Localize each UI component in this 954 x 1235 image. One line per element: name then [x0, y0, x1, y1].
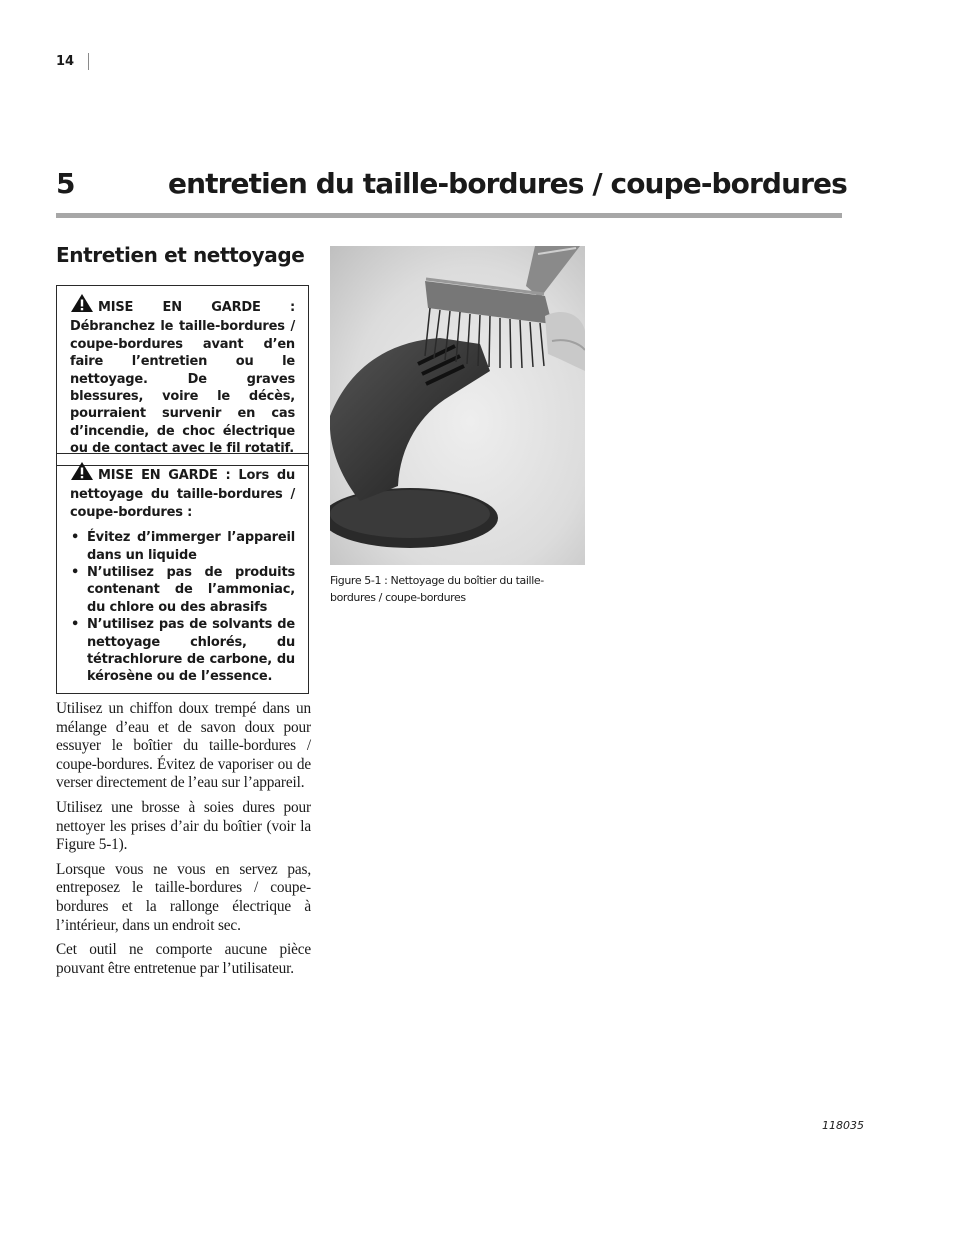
- warning-box-cleaning: [56, 453, 309, 694]
- page-number: 14: [56, 54, 75, 69]
- warning-box-disconnect: [56, 285, 309, 466]
- chapter-title: entretien du taille-bordures / coupe-bordures: [168, 167, 847, 200]
- warning-list-item: • Évitez d’immerger l’appareil dans un liquide: [70, 529, 295, 564]
- body-paragraph: Lorsque vous ne vous en servez pas, entreposez le taille-bordures / coupe-bordures et la rallonge électrique à l’intérieur, dans un endroit sec.: [56, 860, 311, 934]
- warning-list-item: • N’utilisez pas de produits contenant de l’ammoniac, du chlore ou des abrasifs: [70, 564, 295, 616]
- warning-list-item: • N’utilisez pas de solvants de nettoyage chlorés, du tétrachlorure de carbone, du kérosène ou de l’essence.: [70, 616, 295, 686]
- chapter-rule: [56, 213, 842, 218]
- figure-caption: Figure 5-1 : Nettoyage du boîtier du taille-bordures / coupe-bordures: [330, 574, 544, 604]
- header-separator: [88, 53, 89, 70]
- section-title: Entretien et nettoyage: [56, 243, 305, 267]
- warning-text: MISE EN GARDE : Lors du nettoyage du taille-bordures / coupe-bordures :: [70, 468, 295, 520]
- chapter-number: 5: [56, 167, 75, 200]
- body-paragraph: Utilisez un chiffon doux trempé dans un mélange d’eau et de savon doux pour essuyer le boîtier du taille-bordures / coupe-bordures. Évitez de vaporiser ou de verser directement de l’eau sur l’appareil.: [56, 700, 311, 792]
- body-paragraph: Utilisez une brosse à soies dures pour nettoyer les prises d’air du boîtier (voir la Figure 5-1).: [56, 798, 311, 854]
- figure-photo: [330, 246, 585, 565]
- warning-triangle-icon: [70, 293, 94, 318]
- warning-list: [70, 529, 295, 686]
- warning-triangle-icon: [70, 461, 94, 486]
- document-code: 118035: [822, 1119, 864, 1132]
- warning-text: MISE EN GARDE : Débranchez le taille-bordures / coupe-bordures avant d’en faire l’entretien ou le nettoyage. De graves blessures, voire le décès, pourraient survenir en cas d’incendie, de choc électrique ou de contact avec le fil rotatif.: [70, 300, 295, 457]
- body-text: [56, 700, 311, 984]
- body-paragraph: Cet outil ne comporte aucune pièce pouvant être entretenue par l’utilisateur.: [56, 941, 311, 977]
